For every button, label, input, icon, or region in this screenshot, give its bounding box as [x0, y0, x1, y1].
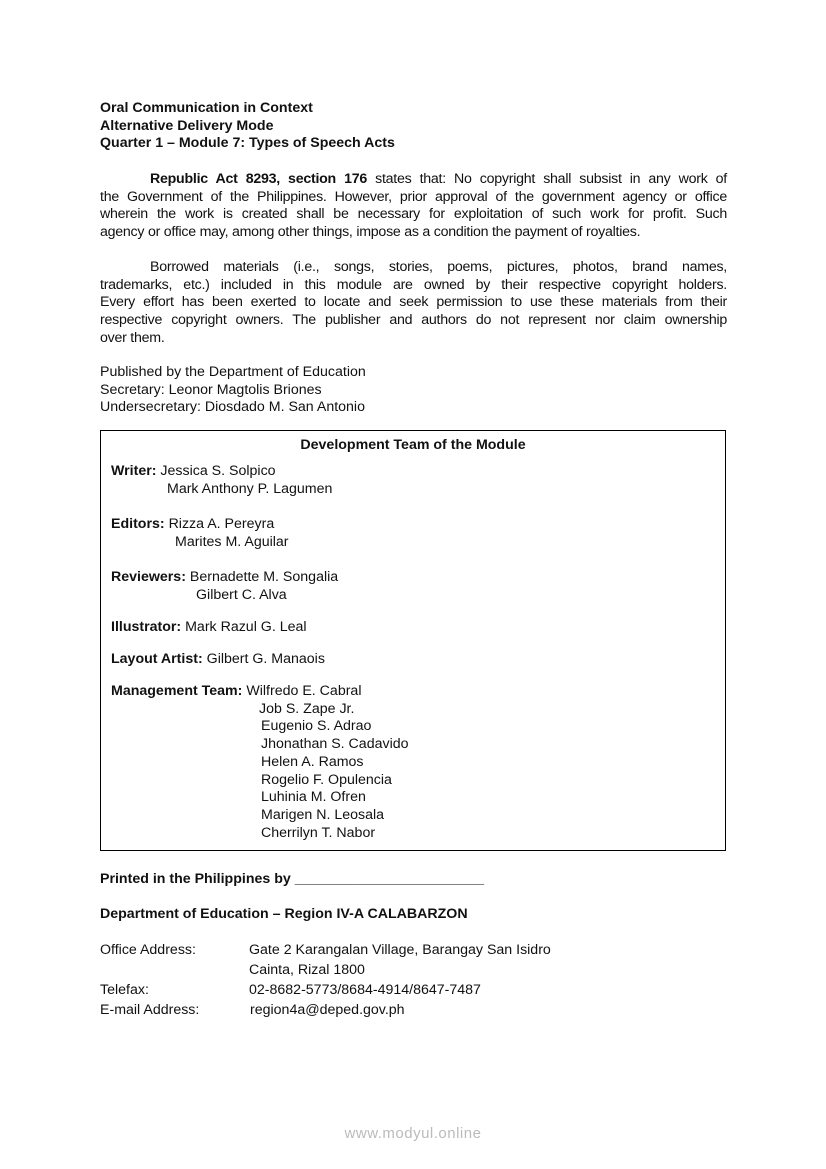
team-title: Development Team of the Module: [300, 437, 526, 453]
reviewer-name: Gilbert C. Alva: [196, 586, 287, 603]
region-heading: Department of Education – Region IV-A CALABARZON: [100, 906, 468, 922]
email-label: E-mail Address:: [100, 1002, 200, 1018]
illustrator-name: Mark Razul G. Leal: [185, 619, 307, 635]
management-member: Job S. Zape Jr.: [259, 700, 355, 717]
illustrator-label: Illustrator:: [111, 619, 182, 635]
email-value: region4a@deped.gov.ph: [250, 1002, 405, 1018]
management-member: Jhonathan S. Cadavido: [261, 736, 409, 753]
watermark: www.modyul.online: [344, 1125, 482, 1142]
editor-name: Marites M. Aguilar: [175, 533, 289, 550]
writers: [111, 463, 332, 498]
reviewers: [111, 569, 338, 604]
borrowed-line: respective copyright owners. The publisher and authors do not represent nor claim ownership: [100, 312, 727, 329]
management-team: [111, 683, 409, 842]
borrowed-line: Every effort has been exerted to locate and seek permission to use these materials from their: [100, 294, 727, 311]
copyright-line: states that: No copyright shall subsist in any work of: [367, 171, 728, 187]
layout-artist: [111, 651, 325, 669]
copyright-law: Republic Act 8293, section 176: [150, 171, 368, 187]
layout-artist-label: Layout Artist:: [111, 651, 203, 667]
telefax-value: 02-8682-5773/8684-4914/8647-7487: [249, 982, 481, 998]
borrowed-line: Borrowed materials (i.e., songs, stories, poems, pictures, photos, brand names,: [150, 259, 727, 275]
office-address-label: Office Address:: [100, 942, 196, 958]
module-title: Quarter 1 – Module 7: Types of Speech Acts: [100, 135, 395, 152]
course-title: Oral Communication in Context: [100, 100, 313, 116]
management-label: Management Team:: [111, 683, 243, 699]
publisher-info: [100, 364, 366, 417]
secretary: Secretary: Leonor Magtolis Briones: [100, 381, 322, 398]
management-member: Marigen N. Leosala: [261, 806, 385, 823]
development-team-box: [100, 430, 726, 851]
editor-name: Rizza A. Pereyra: [168, 516, 275, 532]
writer-name: Mark Anthony P. Lagumen: [167, 480, 333, 497]
undersecretary: Undersecretary: Diosdado M. San Antonio: [100, 399, 365, 416]
published-by: Published by the Department of Education: [100, 364, 366, 380]
copyright-paragraph: [100, 171, 727, 242]
office-address-line: Cainta, Rizal 1800: [249, 962, 365, 978]
editors: [111, 516, 289, 551]
management-member: Eugenio S. Adrao: [261, 718, 372, 735]
illustrator: [111, 619, 307, 637]
telefax: [100, 980, 481, 1000]
module-header: [100, 100, 395, 153]
writer-name: Jessica S. Solpico: [160, 463, 276, 479]
management-member: Wilfredo E. Cabral: [246, 683, 362, 699]
delivery-mode: Alternative Delivery Mode: [100, 117, 274, 134]
printed-by: Printed in the Philippines by ________________________: [100, 871, 485, 887]
borrowed-materials-paragraph: [100, 259, 727, 347]
copyright-line: agency or office may, among other things, impose as a condition the payment of royalties.: [100, 224, 641, 241]
office-address: [100, 940, 551, 960]
copyright-line: wherein the work is created shall be necessary for exploitation of such work for profit. Such: [100, 206, 727, 223]
reviewers-label: Reviewers:: [111, 569, 186, 585]
layout-artist-name: Gilbert G. Manaois: [206, 651, 325, 667]
management-member: Luhinia M. Ofren: [261, 789, 366, 806]
email: [100, 1000, 405, 1020]
management-member: Cherrilyn T. Nabor: [261, 824, 376, 841]
borrowed-line: trademarks, etc.) included in this module are owned by their respective copyright holders.: [100, 276, 727, 293]
telefax-label: Telefax:: [100, 982, 149, 998]
office-address-line: Gate 2 Karangalan Village, Barangay San Isidro: [249, 942, 551, 958]
copyright-line: the Government of the Philippines. However, prior approval of the government agency or office: [100, 188, 727, 205]
reviewer-name: Bernadette M. Songalia: [189, 569, 339, 585]
borrowed-line: over them.: [100, 329, 165, 346]
management-member: Helen A. Ramos: [261, 753, 364, 770]
editors-label: Editors:: [111, 516, 165, 532]
office-address-2: [100, 960, 365, 980]
writer-label: Writer:: [111, 463, 157, 479]
management-member: Rogelio F. Opulencia: [261, 771, 392, 788]
